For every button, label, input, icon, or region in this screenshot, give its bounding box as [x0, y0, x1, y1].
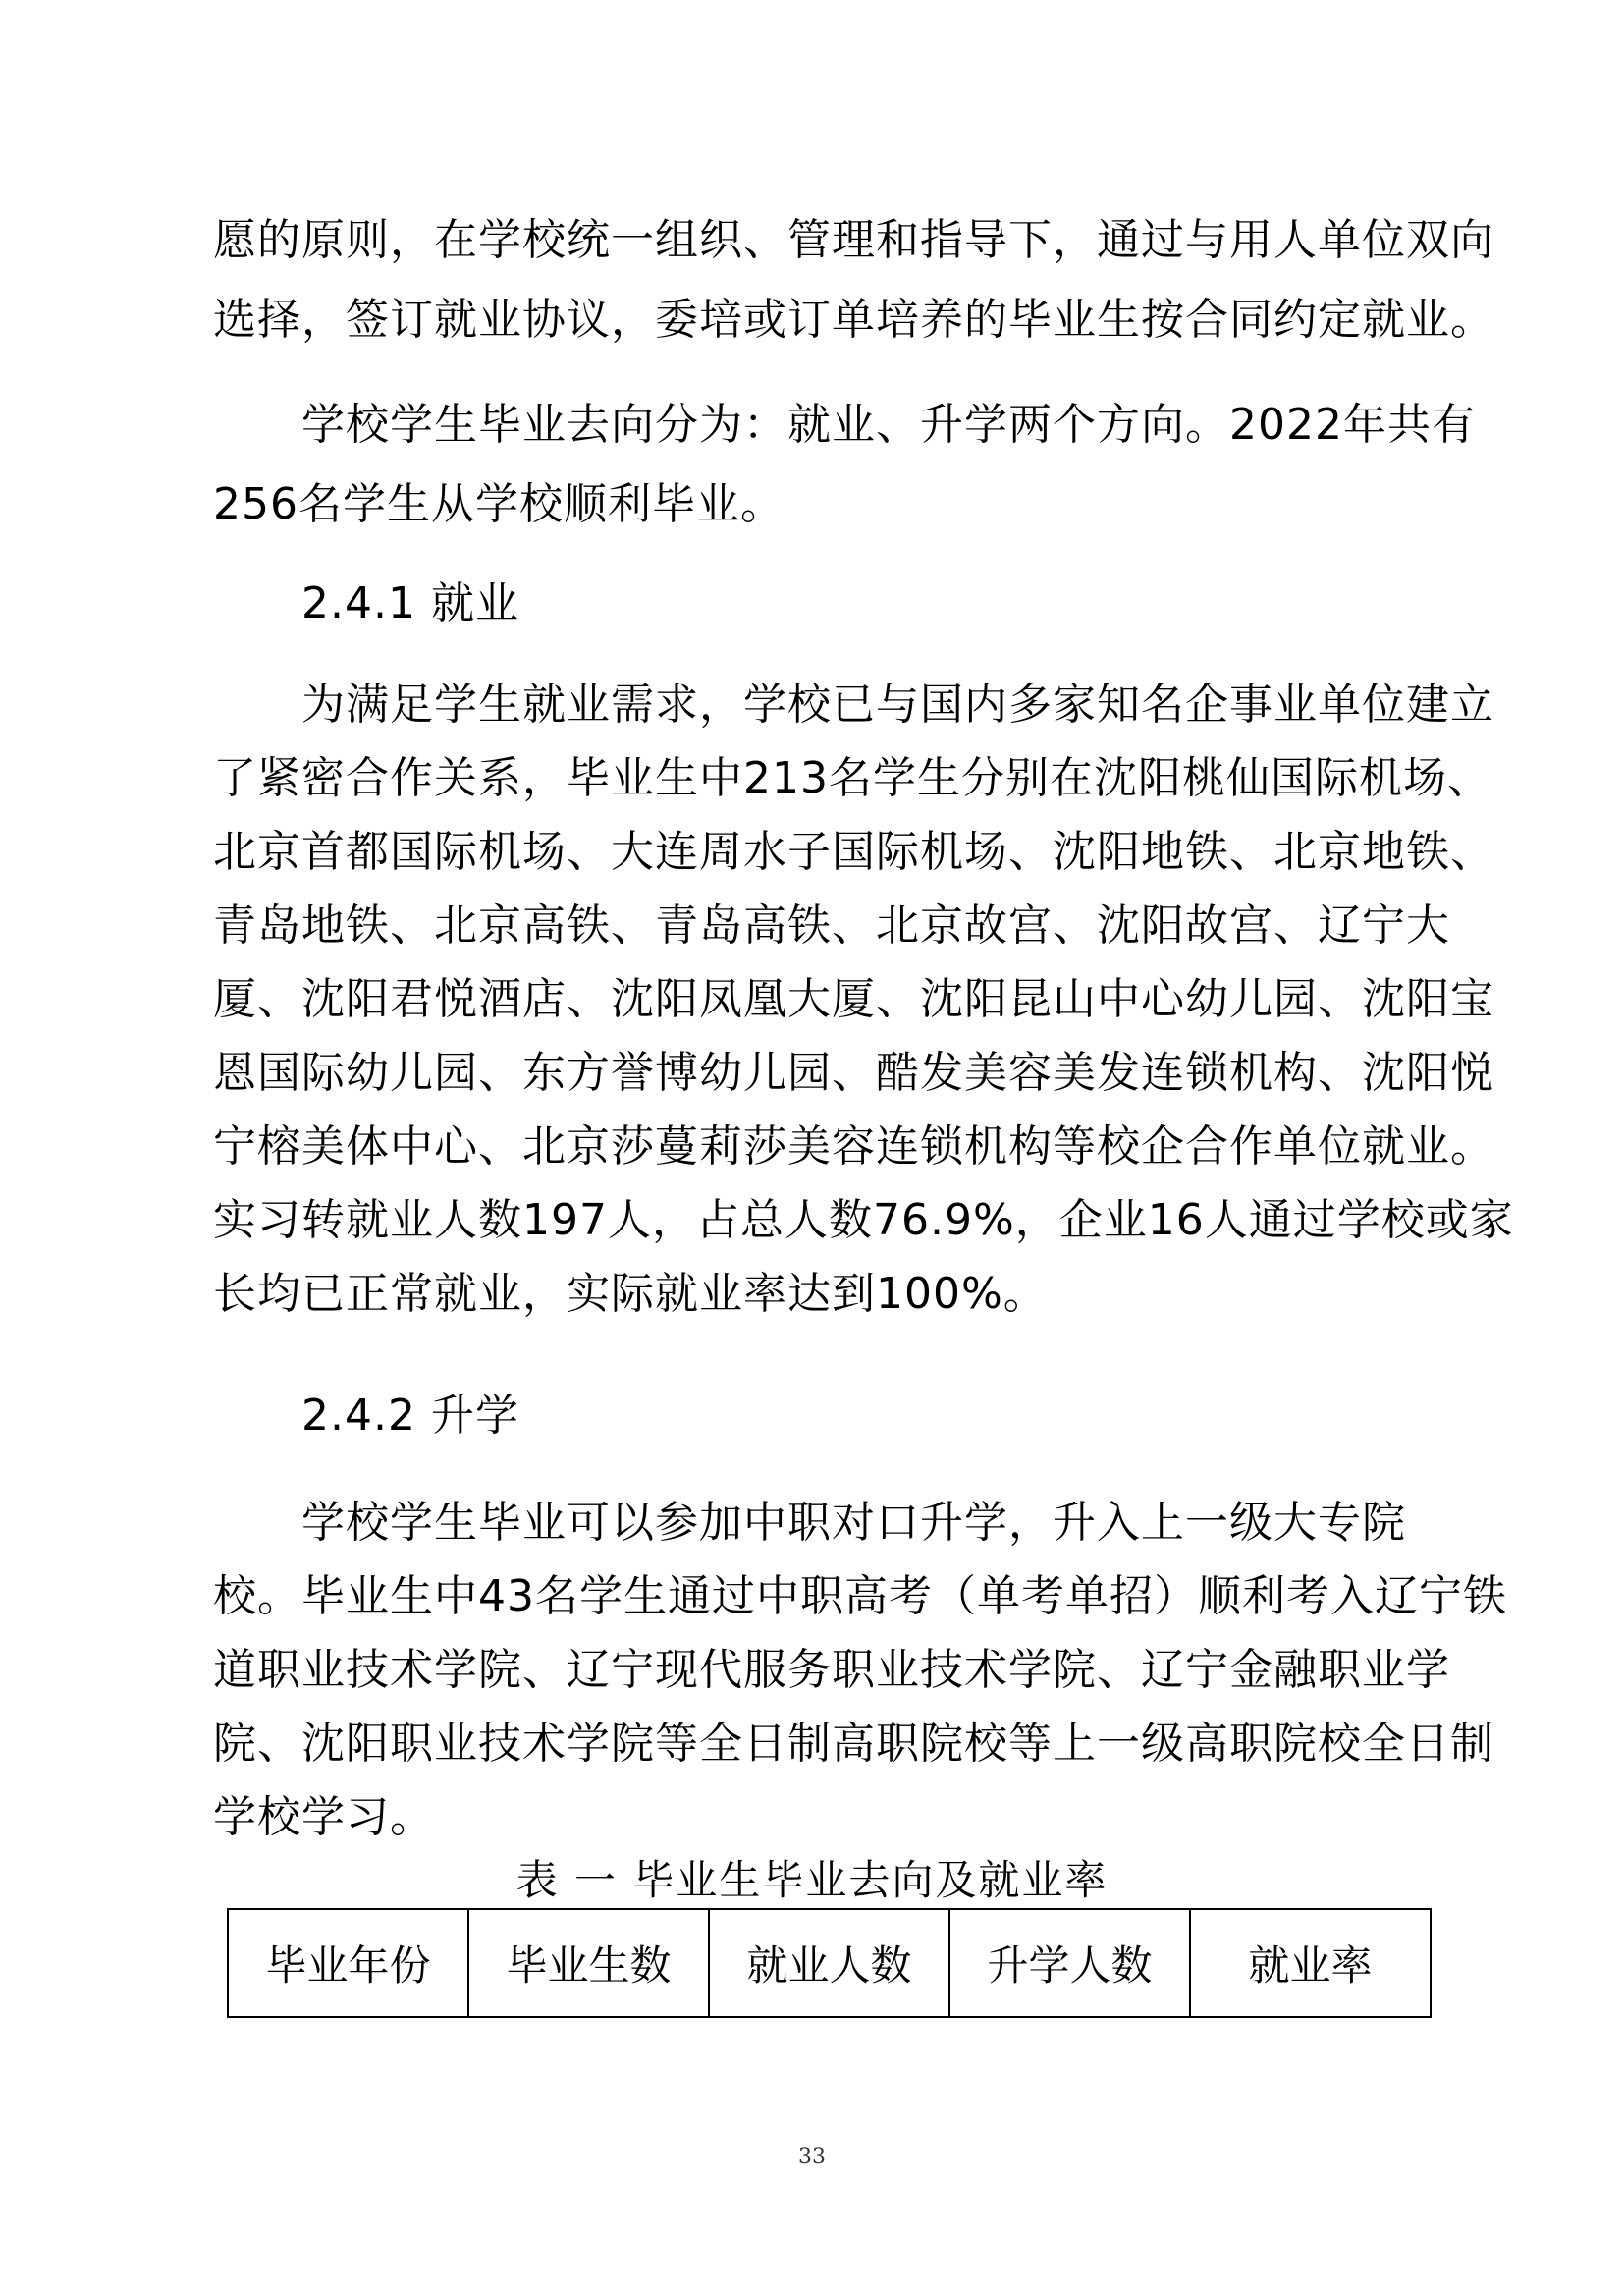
paragraph-line: 愿的原则，在学校统一组织、管理和指导下，通过与用人单位双向 — [213, 215, 1494, 265]
table-caption: 表 一 毕业生毕业去向及就业率 — [515, 1856, 1109, 1904]
page-number: 33 — [798, 2145, 826, 2169]
paragraph-line: 256名学生从学校顺利毕业。 — [213, 479, 785, 529]
paragraph-line: 学校学生毕业去向分为：就业、升学两个方向。2022年共有 — [301, 400, 1476, 450]
table-header-row — [228, 1909, 1431, 2017]
paragraph-line: 学校学习。 — [213, 1792, 434, 1842]
table-header-cell: 毕业年份 — [228, 1909, 468, 2017]
paragraph-line: 实习转就业人数197人，占总人数76.9%，企业16人通过学校或家 — [213, 1195, 1514, 1245]
paragraph-line: 恩国际幼儿园、东方誉博幼儿园、酷发美容美发连锁机构、沈阳悦 — [213, 1048, 1494, 1098]
paragraph-line: 学校学生毕业可以参加中职对口升学，升入上一级大专院 — [301, 1498, 1406, 1548]
paragraph-line: 了紧密合作关系，毕业生中213名学生分别在沈阳桃仙国际机场、 — [213, 753, 1491, 803]
paragraph-line: 选择，签订就业协议，委培或订单培养的毕业生按合同约定就业。 — [213, 295, 1494, 345]
table-header-cell: 毕业生数 — [468, 1909, 709, 2017]
paragraph-line: 青岛地铁、北京高铁、青岛高铁、北京故宫、沈阳故宫、辽宁大 — [213, 901, 1450, 951]
graduation-table — [227, 1908, 1432, 2018]
section-heading-employment: 2.4.1 就业 — [301, 578, 519, 629]
section-heading-further-study: 2.4.2 升学 — [301, 1391, 519, 1441]
paragraph-line: 长均已正常就业，实际就业率达到100%。 — [213, 1269, 1048, 1319]
table-header-cell: 升学人数 — [949, 1909, 1190, 2017]
table-header-cell: 就业人数 — [709, 1909, 949, 2017]
paragraph-line: 院、沈阳职业技术学院等全日制高职院校等上一级高职院校全日制 — [213, 1719, 1494, 1769]
paragraph-line: 为满足学生就业需求，学校已与国内多家知名企事业单位建立 — [301, 680, 1494, 730]
paragraph-line: 校。毕业生中43名学生通过中职高考（单考单招）顺利考入辽宁铁 — [213, 1571, 1507, 1621]
paragraph-line: 厦、沈阳君悦酒店、沈阳凤凰大厦、沈阳昆山中心幼儿园、沈阳宝 — [213, 974, 1494, 1024]
paragraph-line: 北京首都国际机场、大连周水子国际机场、沈阳地铁、北京地铁、 — [213, 827, 1494, 877]
paragraph-line: 道职业技术学院、辽宁现代服务职业技术学院、辽宁金融职业学 — [213, 1645, 1450, 1695]
table-header-cell: 就业率 — [1190, 1909, 1431, 2017]
paragraph-line: 宁榕美体中心、北京莎蔓莉莎美容连锁机构等校企合作单位就业。 — [213, 1121, 1494, 1172]
